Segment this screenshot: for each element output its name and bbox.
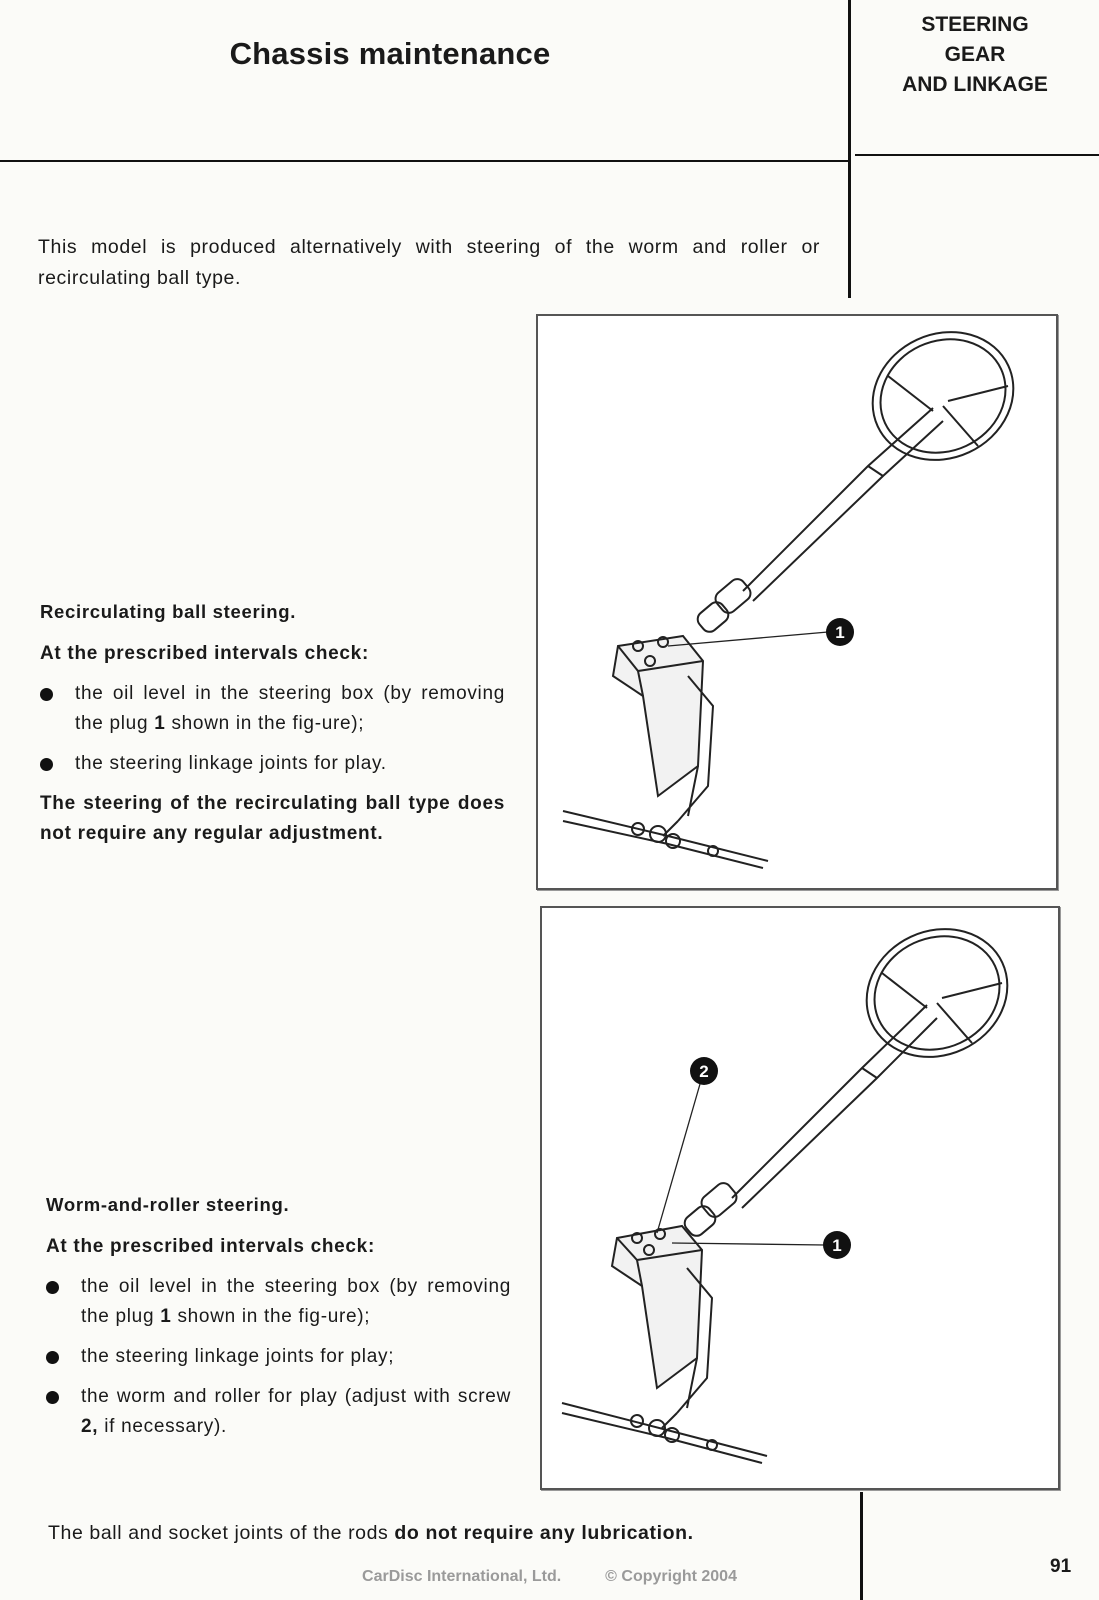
intro-paragraph: This model is produced alternatively with steering of the worm and roller or recirculating ball type. <box>38 236 820 289</box>
worm-section <box>46 1190 511 1452</box>
section-line-3: AND LINKAGE <box>902 73 1048 96</box>
bullet-icon <box>46 1391 59 1404</box>
list-item: the steering linkage joints for play; <box>46 1342 511 1372</box>
section-line-1: STEERING <box>921 13 1029 36</box>
page-title: Chassis maintenance <box>229 36 551 71</box>
publisher-name: CarDisc International, Ltd. <box>362 1568 562 1585</box>
recirc-heading: Recirculating ball steering. <box>40 601 297 622</box>
copyright-notice: © Copyright 2004 <box>605 1568 737 1585</box>
recirc-steering-figure <box>536 314 1058 890</box>
recirc-section <box>40 597 505 849</box>
worm-check-heading: At the prescribed intervals check: <box>46 1236 375 1257</box>
list-item: the oil level in the steering box (by removing the plug 1 shown in the fig-ure); <box>40 679 505 739</box>
steering-assembly-illustration <box>538 316 1056 888</box>
bullet-icon <box>46 1351 59 1364</box>
recirc-note: The steering of the recirculating ball type does not require any regular adjustment. <box>40 793 505 844</box>
bullet-icon <box>40 758 53 771</box>
callout-1-label: 1 <box>835 623 845 642</box>
recirc-list <box>40 679 505 779</box>
recirc-check-heading: At the prescribed intervals check: <box>40 643 369 664</box>
worm-list <box>46 1272 511 1442</box>
bullet-icon <box>40 688 53 701</box>
page-number: 91 <box>1050 1556 1072 1577</box>
section-title <box>855 10 1095 100</box>
section-line-2: GEAR <box>944 43 1006 66</box>
list-item: the steering linkage joints for play. <box>40 749 505 779</box>
worm-heading: Worm-and-roller steering. <box>46 1194 290 1215</box>
list-item: the oil level in the steering box (by removing the plug 1 shown in the fig-ure); <box>46 1272 511 1332</box>
callout-1-label: 1 <box>832 1236 842 1255</box>
header-rule-right <box>855 154 1099 156</box>
steering-assembly-illustration <box>542 908 1058 1488</box>
worm-steering-figure <box>540 906 1060 1490</box>
steering-wheel-icon <box>852 316 1035 483</box>
list-item: the worm and roller for play (adjust with screw 2, if necessary). <box>46 1382 511 1442</box>
steering-wheel-icon <box>846 908 1029 1080</box>
copyright-credit <box>0 1568 1099 1586</box>
header-rule-left <box>0 160 848 162</box>
column-divider-top <box>848 0 851 298</box>
lubrication-note: The ball and socket joints of the rods do not require any lubrication. <box>48 1522 694 1544</box>
callout-2-label: 2 <box>699 1062 709 1081</box>
bullet-icon <box>46 1281 59 1294</box>
